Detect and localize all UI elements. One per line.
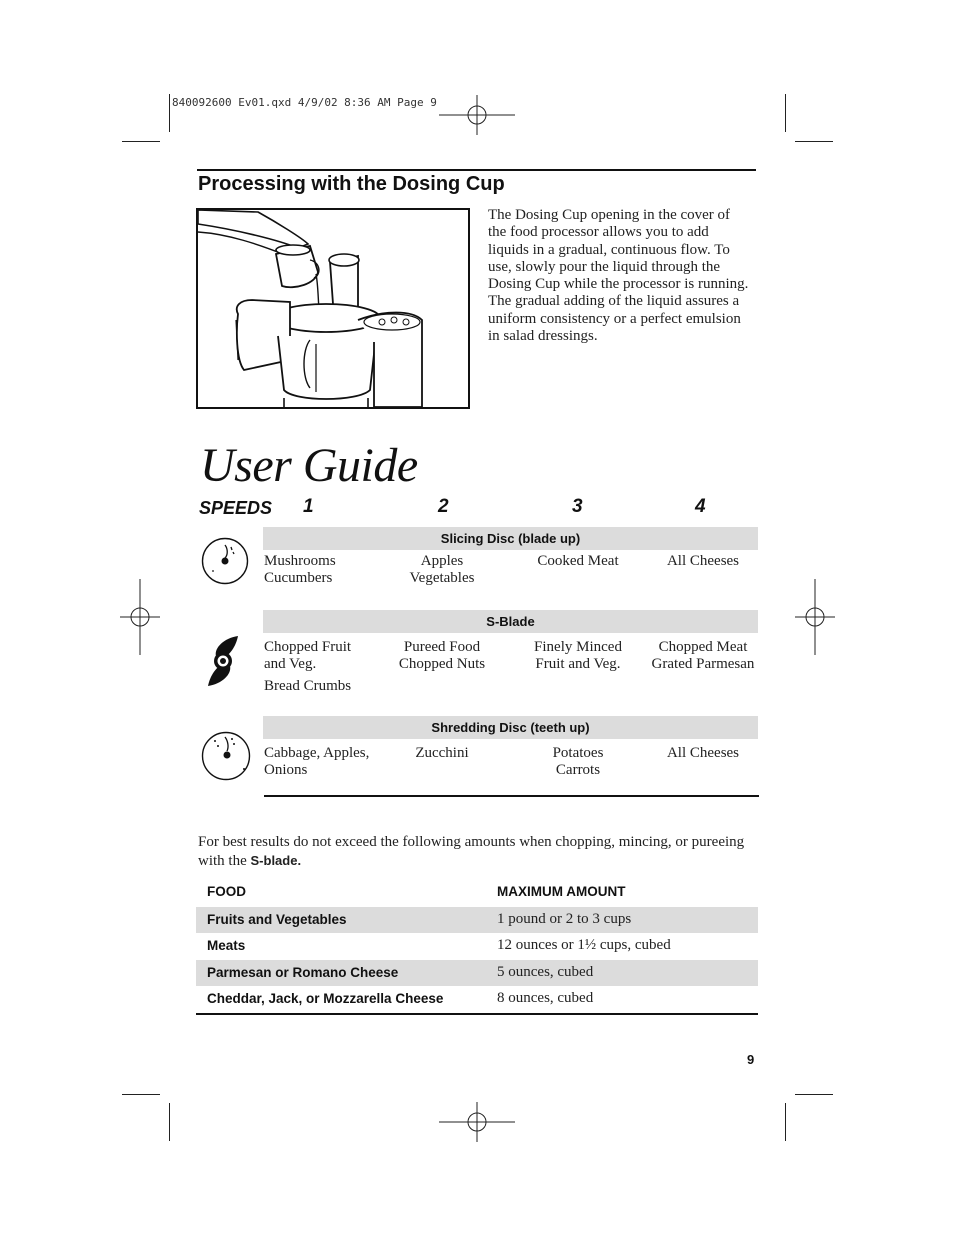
food-item: Onions [264, 762, 308, 778]
blade-header-slicing-disc: Slicing Disc (blade up) [263, 527, 758, 550]
amounts-table-bottom-rule [196, 1013, 758, 1015]
speed-3-food [518, 553, 638, 570]
food-item: Chopped Fruit [264, 639, 352, 655]
food-item: Cucumbers [264, 570, 333, 586]
speed-4-food [642, 553, 764, 570]
note-emphasis: S-blade. [250, 852, 302, 868]
food-item: Vegetables [409, 570, 475, 586]
printer-slug: 840092600 Ev01.qxd 4/9/02 8:36 AM Page 9 [172, 96, 437, 109]
food-item: and Veg. [264, 656, 317, 672]
registration-mark-icon [120, 579, 160, 655]
note-text: For best results do not exceed the following amounts when chopping, mincing, or pureeing with the [198, 834, 745, 869]
page-number: 9 [747, 1052, 755, 1067]
crop-mark [795, 1094, 833, 1095]
crop-mark [122, 1094, 160, 1095]
guide-title: User Guide [200, 439, 418, 492]
speeds-label: SPEEDS [199, 498, 273, 518]
crop-mark [169, 1103, 170, 1141]
slicing-disc-icon [201, 537, 249, 585]
shredding-disc-icon [201, 731, 251, 781]
food-item: Cooked Meat [537, 553, 619, 569]
crop-mark [169, 94, 170, 132]
crop-mark [785, 94, 786, 132]
food-name: Cheddar, Jack, or Mozzarella Cheese [207, 991, 444, 1006]
title-rule [197, 169, 756, 171]
food-item: Carrots [555, 762, 601, 778]
crop-mark [795, 141, 833, 142]
speed-3-food [518, 745, 638, 779]
crop-mark [785, 1103, 786, 1141]
food-item: Fruit and Veg. [535, 656, 621, 672]
food-item: Mushrooms [264, 553, 336, 569]
crop-mark [122, 141, 160, 142]
column-header-food: FOOD [207, 884, 246, 899]
food-item: Apples [420, 553, 464, 569]
speed-2-food [382, 745, 502, 762]
speed-number: 1 [303, 496, 314, 517]
table-row [196, 986, 758, 1012]
food-item: Zucchini [415, 745, 469, 761]
food-item: All Cheeses [666, 553, 740, 569]
food-item: Chopped Nuts [398, 656, 486, 672]
speed-4-food [642, 639, 764, 673]
food-processor-pouring-icon [198, 210, 468, 407]
speed-number: 3 [572, 496, 583, 517]
dosing-cup-illustration [196, 208, 470, 409]
max-amount: 12 ounces or 1½ cups, cubed [497, 937, 671, 953]
blade-header-s-blade: S-Blade [263, 610, 758, 633]
column-header-maximum-amount: MAXIMUM AMOUNT [497, 884, 626, 899]
speed-number: 2 [438, 496, 449, 517]
registration-mark-icon [795, 579, 835, 655]
amounts-note [198, 834, 758, 870]
dosing-cup-description: The Dosing Cup opening in the cover of the food processor allows you to add liquids in a gradual, continuous flow. To use, slowly pour the liquid through the Dosing Cup while the processor is running. The gradual adding of the liquid assures a uniform consistency or a perfect emulsion in salad dressings. [488, 207, 749, 345]
s-blade-icon [202, 634, 244, 688]
registration-mark-icon [439, 1084, 515, 1160]
registration-mark-icon [439, 77, 515, 153]
speed-1-food-extra: Bread Crumbs [264, 678, 352, 694]
food-item: Pureed Food [403, 639, 481, 655]
table-row [196, 960, 758, 986]
blade-header-shredding-disc: Shredding Disc (teeth up) [263, 716, 758, 739]
speed-1-food [264, 745, 384, 779]
food-item: All Cheeses [666, 745, 740, 761]
food-name: Parmesan or Romano Cheese [207, 965, 399, 980]
section-title: Processing with the Dosing Cup [198, 173, 505, 195]
max-amount: 5 ounces, cubed [497, 964, 594, 980]
speed-1-food [264, 553, 384, 587]
food-name: Fruits and Vegetables [207, 912, 347, 927]
speed-2-food [382, 553, 502, 587]
max-amount: 1 pound or 2 to 3 cups [497, 911, 632, 927]
food-item: Cabbage, Apples, [264, 745, 370, 761]
speed-4-food [642, 745, 764, 762]
food-item: Potatoes [552, 745, 604, 761]
speed-1-food [264, 639, 384, 673]
food-name: Meats [207, 938, 246, 953]
food-item: Grated Parmesan [651, 656, 755, 672]
max-amount: 8 ounces, cubed [497, 990, 594, 1006]
table-row [196, 933, 758, 959]
table-row [196, 907, 758, 933]
speed-2-food [382, 639, 502, 673]
speed-number: 4 [695, 496, 706, 517]
food-item: Finely Minced [534, 639, 622, 655]
speeds-table-bottom-rule [264, 795, 759, 797]
speed-3-food [518, 639, 638, 673]
food-item: Chopped Meat [658, 639, 748, 655]
